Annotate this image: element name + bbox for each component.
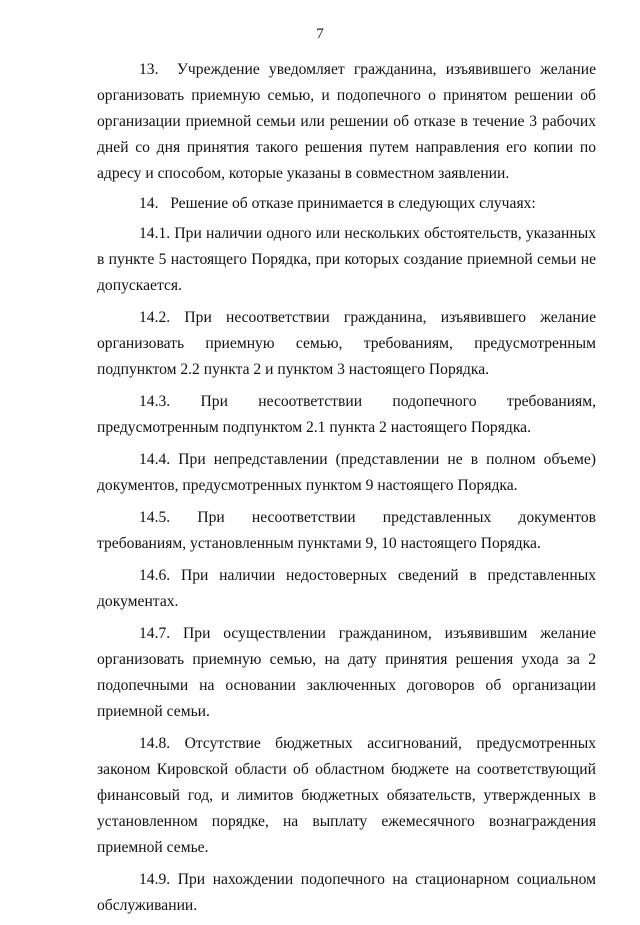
paragraph-14-2: 14.2. При несоответствии гражданина, изъявившего желание организовать приемную семью, требованиям, предусмотренным подпунктом 2.2 пункта 2 и пунктом 3 настоящего Порядка. [97,309,596,378]
paragraph-14-4: 14.4. При непредставлении (представлении не в полном объеме) документов, предусмотренных пунктом 9 настоящего Порядка. [97,451,596,494]
paragraph-14-9: 14.9. При нахождении подопечного на стационарном социальном обслуживании. [97,871,596,914]
paragraph-14-6: 14.6. При наличии недостоверных сведений в представленных документах. [97,567,596,610]
document-body [97,57,596,925]
paragraph-14: 14. Решение об отказе принимается в следующих случаях: [139,195,536,212]
paragraph-14-1: 14.1. При наличии одного или нескольких обстоятельств, указанных в пункте 5 настоящего Порядка, при которых создание приемной семьи не допускается. [97,225,596,294]
paragraph-13: 13. Учреждение уведомляет гражданина, изъявившего желание организовать приемную семью, и подопечного о принятом решении об организации приемной семьи или решении об отказе в течение 3 рабочих дней со дня принятия такого решения путем направления его копии по адресу и способом, которые указаны в совместном заявлении. [97,61,596,182]
paragraph-14-8: 14.8. Отсутствие бюджетных ассигнований, предусмотренных законом Кировской области об областном бюджете на соответствующий финансовый год, и лимитов бюджетных обязательств, утвержденных в установленном порядке, на выплату ежемесячного вознаграждения приемной семье. [97,735,596,856]
paragraph-14-3: 14.3. При несоответствии подопечного требованиям, предусмотренным подпунктом 2.1 пункта 2 настоящего Порядка. [97,393,596,436]
paragraph-14-7: 14.7. При осуществлении гражданином, изъявившим желание организовать приемную семью, на дату принятия решения ухода за 2 подопечными на основании заключенных договоров об организации приемной семьи. [97,625,596,720]
paragraph-14-5: 14.5. При несоответствии представленных документов требованиям, установленным пунктами 9, 10 настоящего Порядка. [97,509,596,552]
page-number: 7 [316,26,324,42]
